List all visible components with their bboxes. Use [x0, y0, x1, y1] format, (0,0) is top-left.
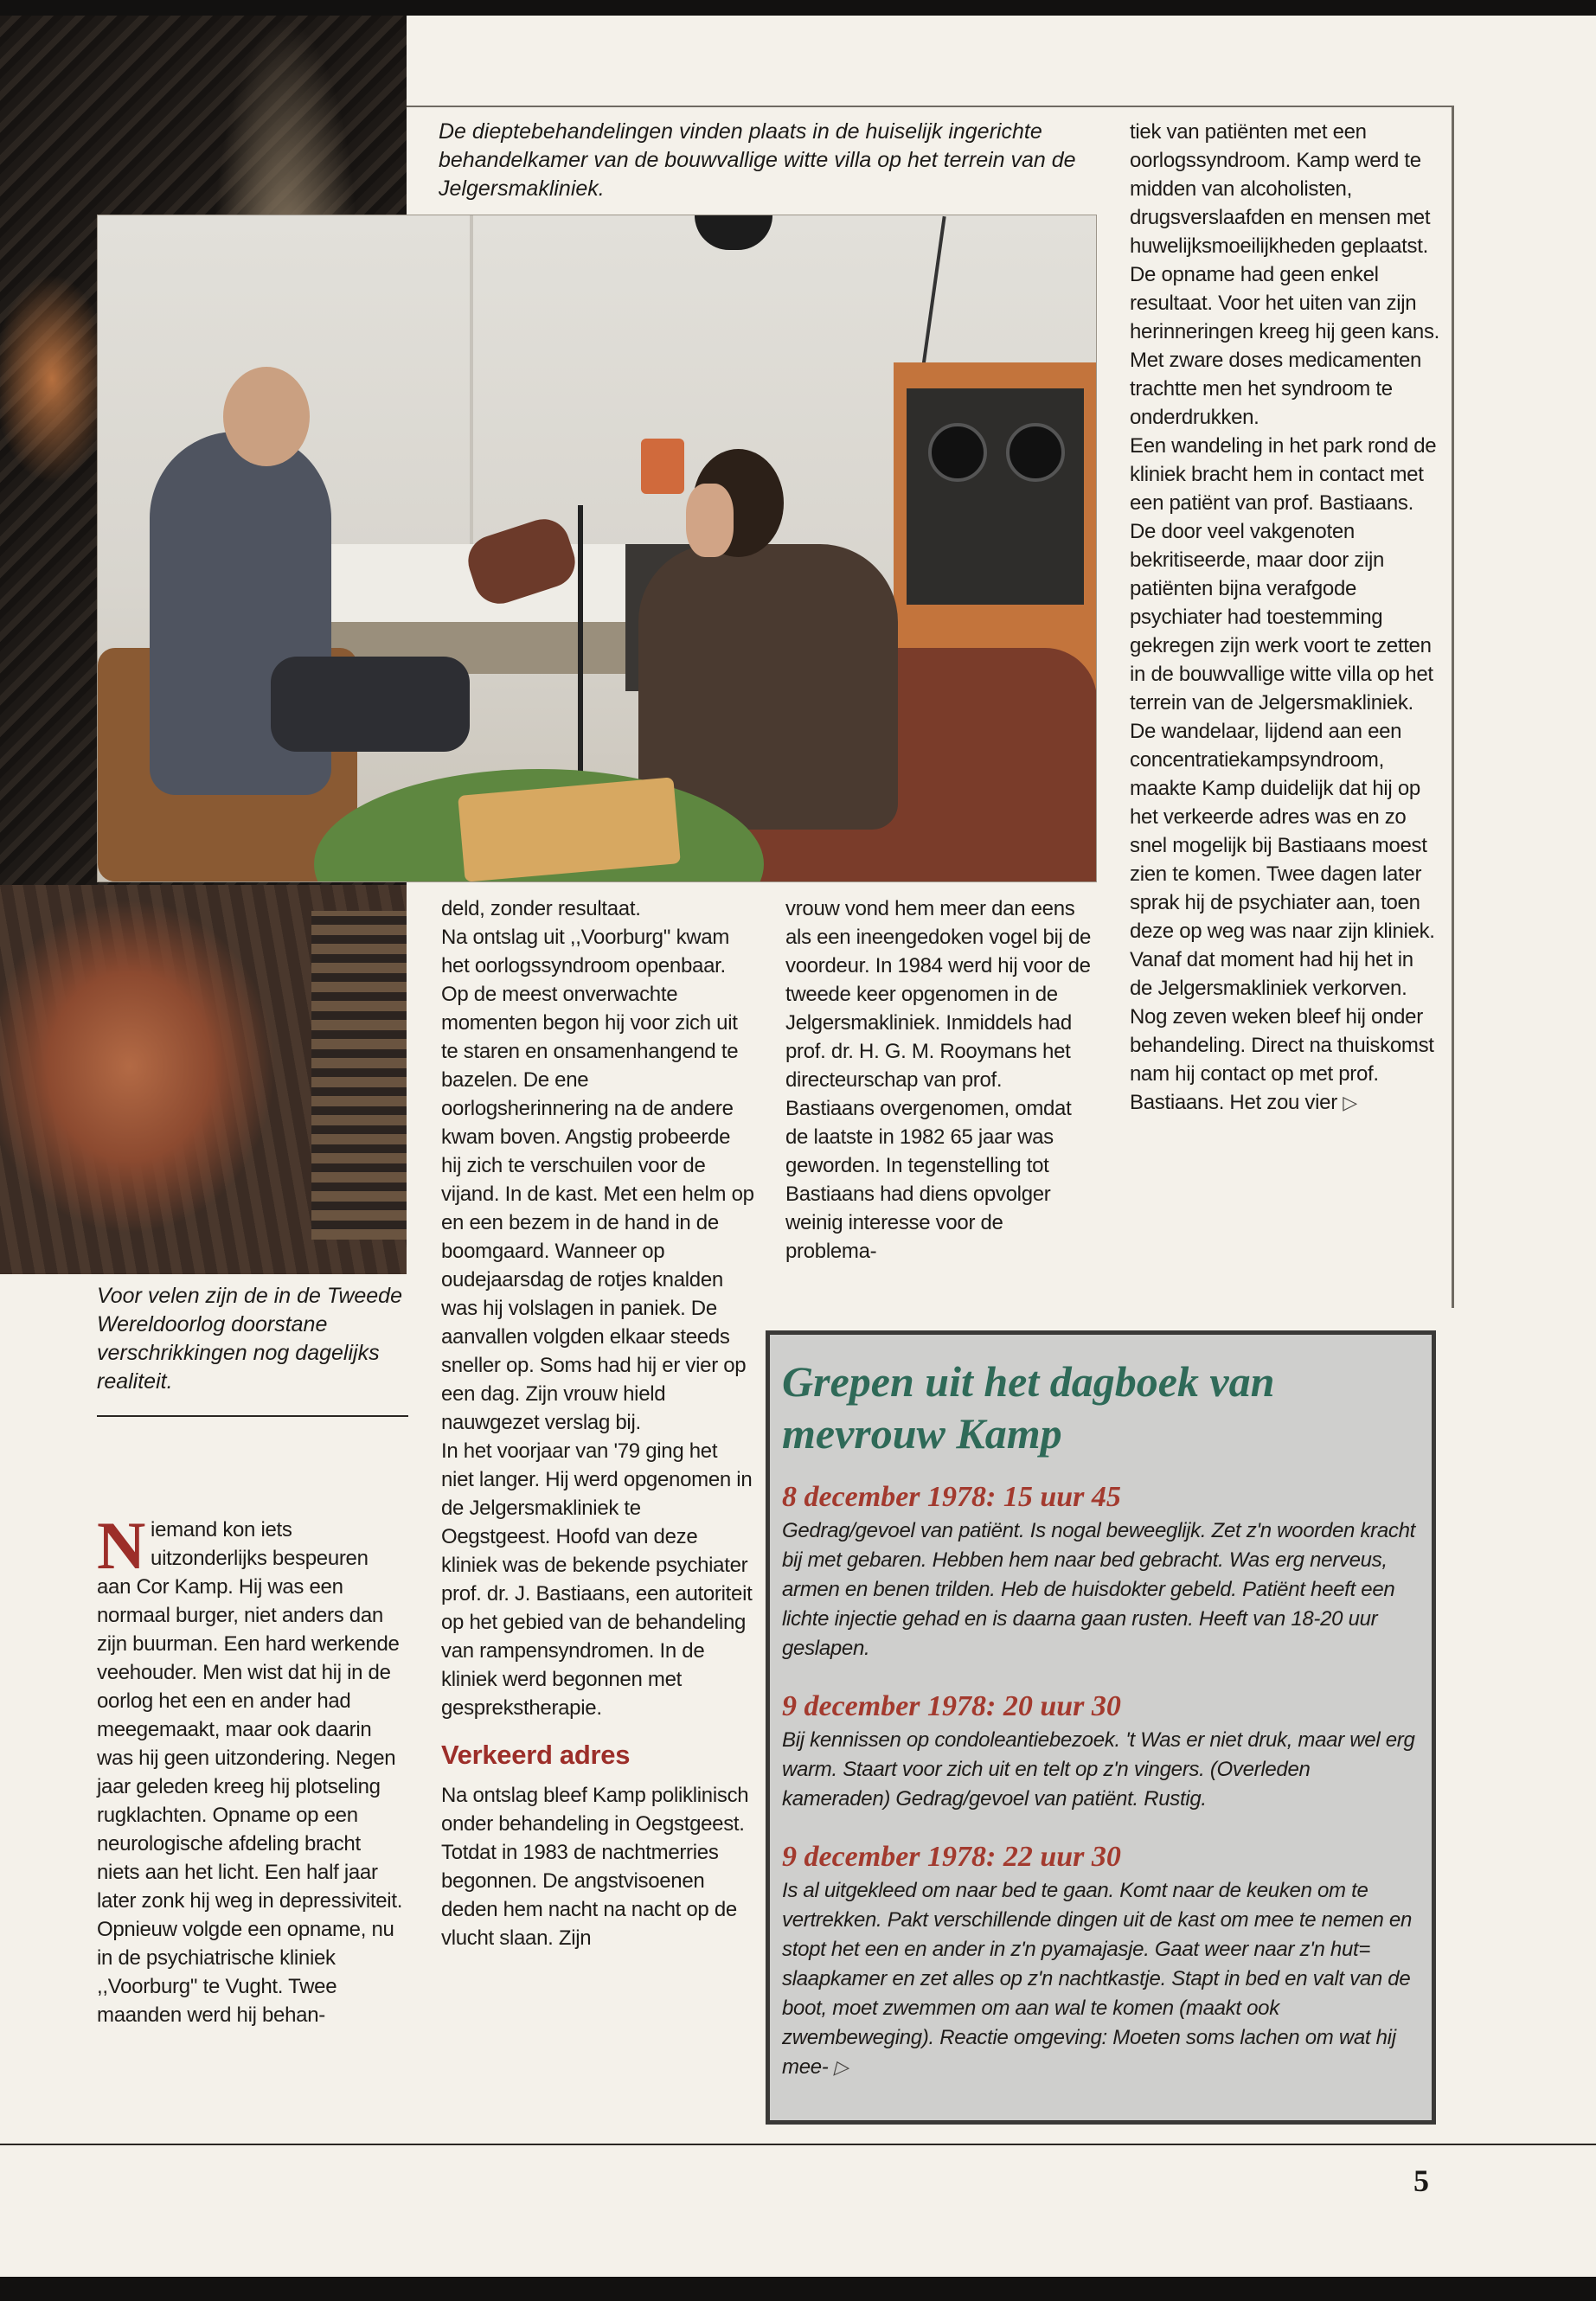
decorative-photo-bottom — [0, 885, 407, 1274]
diary-sidebar — [766, 1330, 1436, 2125]
therapy-room-photo — [97, 215, 1097, 882]
frame-rule-top — [407, 106, 1453, 107]
column-4-paragraph-2: Een wandeling in het park rond de kliniek bracht hem in contact met een patiënt van prof. Bastiaans. De door veel vakgenoten bekritiseerde, maar door zijn patiënten bijna verafgode psychiater had toestemming gekregen zijn werk voort te zetten in de bouwvallige witte villa op het terrein van de Jelgersmakliniek. De wandelaar, lijdend aan een concentratiekampsyndroom, maakte Kamp duidelijk dat hij op het verkeerde adres was en zo snel mogelijk bij Bastiaans moest zien te komen. Twee dagen later sprak hij de psychiater aan, toen deze op weg was naar zijn kliniek. Vanaf dat moment had hij het in de Jelgersmakliniek verkorven. Nog zeven weken bleef hij onder behandeling. Direct na thuiskomst nam hij contact op met prof. Bastiaans. Het zou vier — [1130, 434, 1437, 1114]
column-2-paragraph-2: Na ontslag uit ,,Voorburg'' kwam het oorlogssyndroom openbaar. Op de meest onverwachte momenten begon hij voor zich uit te staren en onsamenhangend te bazelen. De ene oorlogsherinnering na de andere kwam boven. Angstig probeerde hij zich te verschuilen voor de vijand. In de kast. Met een helm op en een bezem in de hand in de boomgaard. Wanneer op oudejaarsdag de rotjes knalden was hij volslagen in paniek. De aanvallen volgden elkaar steeds sneller op. Soms had hij er vier op een dag. Zijn vrouw hield nauwgezet verslag bij. — [441, 926, 754, 1434]
article-column-4 — [1130, 118, 1441, 1117]
continue-arrow-icon: ▷ — [1343, 1092, 1357, 1113]
column-4-paragraph-1: tiek van patiënten met een oorlogssyndroom. Kamp werd te midden van alcoholisten, drugsverslaafden en mensen met huwelijksmoeilijkheden geplaatst. De opname had geen enkel resultaat. Voor het uiten van zijn herinneringen kreeg hij geen kans. Met zware doses medicamenten trachtte men het syndroom te onderdrukken. — [1130, 120, 1440, 429]
subheading-verkeerd-adres: Verkeerd adres — [441, 1740, 631, 1770]
column-2-paragraph-4: Na ontslag bleef Kamp poliklinisch onder behandeling in Oegstgeest. Totdat in 1983 de nachtmerries begonnen. De angstvisoenen deden hem nacht na nacht op de vlucht slaan. Zijn — [441, 1784, 749, 1950]
column-1-text: iemand kon iets uitzonderlijks bespeuren aan Cor Kamp. Hij was een normaal burger, niet anders dan zijn buurman. Een hard werkende veehouder. Men wist dat hij in de oorlog het een en ander had meegemaakt, maar ook daarin was hij geen uitzondering. Negen jaar geleden kreeg hij plotseling rugklachten. Opname op een neurologische afdeling bracht niets aan het licht. Een half jaar later zonk hij weg in depressiviteit. Opnieuw volgde een opname, nu in de psychiatrische kliniek ,,Voorburg'' te Vught. Twee maanden werd hij behan- — [97, 1518, 403, 2027]
article-column-2 — [441, 894, 754, 1952]
left-photo-caption: Voor velen zijn de in de Tweede Wereldoorlog doorstane verschrikkingen nog dagelijks realiteit. — [97, 1284, 402, 1394]
page-number: 5 — [1413, 2163, 1429, 2198]
diary-entry-text: Gedrag/gevoel van patiënt. Is nogal beweeglijk. Zet z'n woorden kracht bij met gebaren. Hebben hem naar bed gebracht. Was erg nerveus, armen en benen trilden. Heb de huisdokter gebeld. Patiënt heeft een lichte injectie gehad en is daarna gaan rusten. Heeft van 18-20 uur geslapen. — [782, 1519, 1416, 1660]
diary-entry-text-body: Is al uitgekleed om naar bed te gaan. Komt naar de keuken om te vertrekken. Pakt verschillende dingen uit de kast om mee te nemen en stopt het een en ander in z'n pyamajasje. Gaat weer naar z'n hut= slaapkamer en zet alles op z'n nachtkastje. Stapt in bed en valt van de boot, moet zwemmen om aan wal te komen (maakt ook zwembeweging). Reactie omgeving: Moeten soms lachen om wat hij mee- — [782, 1879, 1413, 2079]
diary-entry — [782, 1689, 1420, 1814]
footer-rule — [0, 2144, 1596, 2145]
drop-cap: N — [97, 1508, 146, 1583]
diary-entry-text — [782, 1876, 1420, 2082]
column-2-paragraph-1: deld, zonder resultaat. — [441, 897, 641, 920]
diary-entry-text: Bij kennissen op condoleantiebezoek. 't Was er niet druk, maar wel erg warm. Staart voor zich uit en telt op z'n vingers. (Overleden kameraden) Gedrag/gevoel van patiënt. Rustig. — [782, 1728, 1415, 1811]
top-border — [0, 0, 1596, 16]
article-column-3 — [785, 894, 1095, 1266]
sidebar-title: Grepen uit het dagboek van mevrouw Kamp — [782, 1357, 1275, 1458]
column-2-paragraph-3: In het voorjaar van '79 ging het niet langer. Hij werd opgenomen in de Jelgersmakliniek te Oegstgeest. Hoofd van deze kliniek was de bekende psychiater prof. dr. J. Bastiaans, een autoriteit op het gebied van de behandeling van rampensyndromen. In de kliniek werd begonnen met gesprekstherapie. — [441, 1439, 753, 1720]
photo-caption: De dieptebehandelingen vinden plaats in de huiselijk ingerichte behandelkamer van de bouwvallige witte villa op het terrein van de Jelgersmakliniek. — [439, 119, 1076, 201]
continue-arrow-icon: ▷ — [833, 2056, 849, 2078]
diary-entry-date: 9 december 1978: 20 uur 30 — [782, 1690, 1121, 1722]
frame-rule-right — [1452, 106, 1454, 1308]
diary-entry — [782, 1840, 1420, 2082]
diary-entry-date: 9 december 1978: 22 uur 30 — [782, 1841, 1121, 1873]
diary-entry — [782, 1480, 1420, 1663]
diary-entry-date: 8 december 1978: 15 uur 45 — [782, 1481, 1121, 1513]
caption-rule — [97, 1415, 408, 1417]
article-column-1 — [97, 1508, 407, 2029]
column-3-text: vrouw vond hem meer dan eens als een ineengedoken vogel bij de voordeur. In 1984 werd hij voor de tweede keer opgenomen in de Jelgersmakliniek. Inmiddels had prof. dr. H. G. M. Rooymans het directeurschap van prof. Bastiaans overgenomen, omdat de laatste in 1982 65 jaar was geworden. In tegenstelling tot Bastiaans had diens opvolger weinig interesse voor de problema- — [785, 897, 1092, 1263]
bottom-border — [0, 2277, 1596, 2301]
